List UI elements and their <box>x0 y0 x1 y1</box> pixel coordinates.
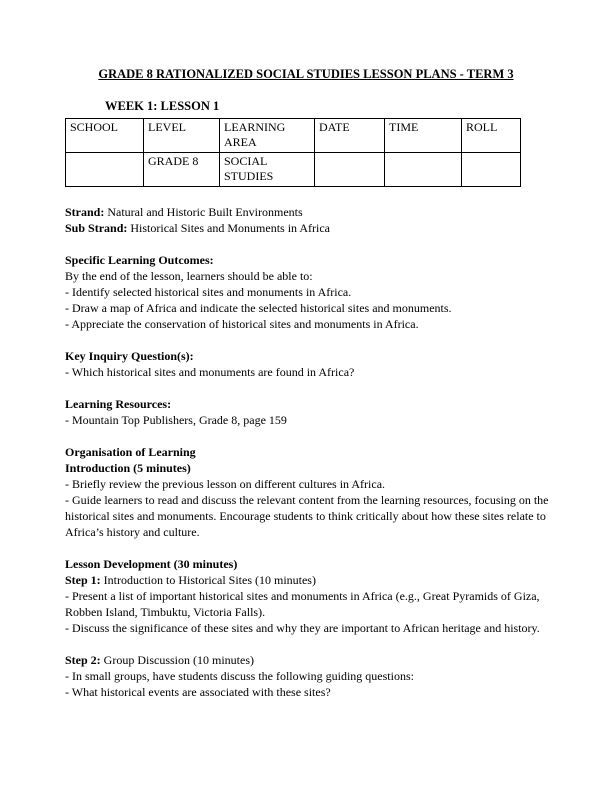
paragraph-line <box>65 588 555 620</box>
line-text: Group Discussion (10 minutes) <box>100 653 254 667</box>
section-strand <box>65 204 555 236</box>
line-text: Historical Sites and Monuments in Africa <box>127 221 331 235</box>
paragraph-line <box>65 412 555 428</box>
paragraph-line <box>65 396 555 412</box>
line-bold-label: Specific Learning Outcomes: <box>65 253 214 267</box>
paragraph-line <box>65 492 555 540</box>
line-bold-label: Step 2: <box>65 653 101 667</box>
paragraph-line <box>65 556 555 572</box>
line-bold-label: Strand: <box>65 205 105 219</box>
line-text: - In small groups, have students discuss the following guiding questions: <box>65 669 414 683</box>
line-bold-label: Lesson Development (30 minutes) <box>65 557 238 571</box>
paragraph-line <box>65 364 555 380</box>
document-title-text: GRADE 8 RATIONALIZED SOCIAL STUDIES LESSON PLANS - TERM 3 <box>98 67 514 81</box>
paragraph-line <box>65 668 555 684</box>
line-bold-label: Organisation of Learning <box>65 445 196 459</box>
line-text: - Appreciate the conservation of historical sites and monuments in Africa. <box>65 317 419 331</box>
lesson-body <box>65 204 555 700</box>
cell-level-value: GRADE 8 <box>144 153 220 187</box>
paragraph-line <box>65 268 555 284</box>
line-text: - What historical events are associated with these sites? <box>65 685 331 699</box>
cell-date-value <box>315 153 385 187</box>
paragraph-line <box>65 204 555 220</box>
header-cell-time: TIME <box>385 119 462 153</box>
paragraph-line <box>65 652 555 668</box>
header-cell-learning-area: LEARNING AREA <box>220 119 315 153</box>
cell-time-value <box>385 153 462 187</box>
section-learning-resources <box>65 396 555 428</box>
cell-school-value <box>66 153 144 187</box>
table-header-row <box>66 119 521 153</box>
paragraph-line <box>65 572 555 588</box>
section-learning-outcomes <box>65 252 555 332</box>
header-cell-roll: ROLL <box>462 119 521 153</box>
section-lesson-development <box>65 556 555 636</box>
header-cell-school: SCHOOL <box>66 119 144 153</box>
paragraph-line <box>65 444 555 460</box>
paragraph-line <box>65 220 555 236</box>
line-text: By the end of the lesson, learners should be able to: <box>65 269 313 283</box>
line-text: Natural and Historic Built Environments <box>104 205 303 219</box>
week-lesson-heading: WEEK 1: LESSON 1 <box>105 99 220 113</box>
paragraph-line <box>65 684 555 700</box>
document-title <box>0 0 612 82</box>
table-row <box>66 153 521 187</box>
line-text: Introduction to Historical Sites (10 minutes) <box>100 573 316 587</box>
line-text: - Guide learners to read and discuss the relevant content from the learning resources, focusing on the historical sites and monuments. Encourage students to think critically about how these sites relate to Africa’s history and culture. <box>65 493 549 539</box>
lesson-info-table <box>65 118 521 187</box>
line-text: - Present a list of important historical sites and monuments in Africa (e.g., Great Pyramids of Giza, Robben Island, Timbuktu, Victoria Falls). <box>65 589 540 619</box>
paragraph-line <box>65 620 555 636</box>
line-text: - Which historical sites and monuments are found in Africa? <box>65 365 355 379</box>
header-cell-level: LEVEL <box>144 119 220 153</box>
section-step-2 <box>65 652 555 700</box>
line-text: - Mountain Top Publishers, Grade 8, page 159 <box>65 413 287 427</box>
paragraph-line <box>65 284 555 300</box>
line-bold-label: Introduction (5 minutes) <box>65 461 191 475</box>
cell-learning-area-value: SOCIAL STUDIES <box>220 153 315 187</box>
paragraph-line <box>65 476 555 492</box>
line-text: - Draw a map of Africa and indicate the selected historical sites and monuments. <box>65 301 452 315</box>
paragraph-line <box>65 300 555 316</box>
header-cell-date: DATE <box>315 119 385 153</box>
section-key-inquiry <box>65 348 555 380</box>
line-text: - Discuss the significance of these sites and why they are important to African heritage and history. <box>65 621 540 635</box>
line-text: - Briefly review the previous lesson on different cultures in Africa. <box>65 477 386 491</box>
section-organisation-of-learning <box>65 444 555 540</box>
paragraph-line <box>65 348 555 364</box>
cell-roll-value <box>462 153 521 187</box>
line-text: - Identify selected historical sites and monuments in Africa. <box>65 285 352 299</box>
line-bold-label: Sub Strand: <box>65 221 128 235</box>
paragraph-line <box>65 252 555 268</box>
line-bold-label: Learning Resources: <box>65 397 172 411</box>
paragraph-line <box>65 460 555 476</box>
line-bold-label: Step 1: <box>65 573 101 587</box>
paragraph-line <box>65 316 555 332</box>
line-bold-label: Key Inquiry Question(s): <box>65 349 194 363</box>
